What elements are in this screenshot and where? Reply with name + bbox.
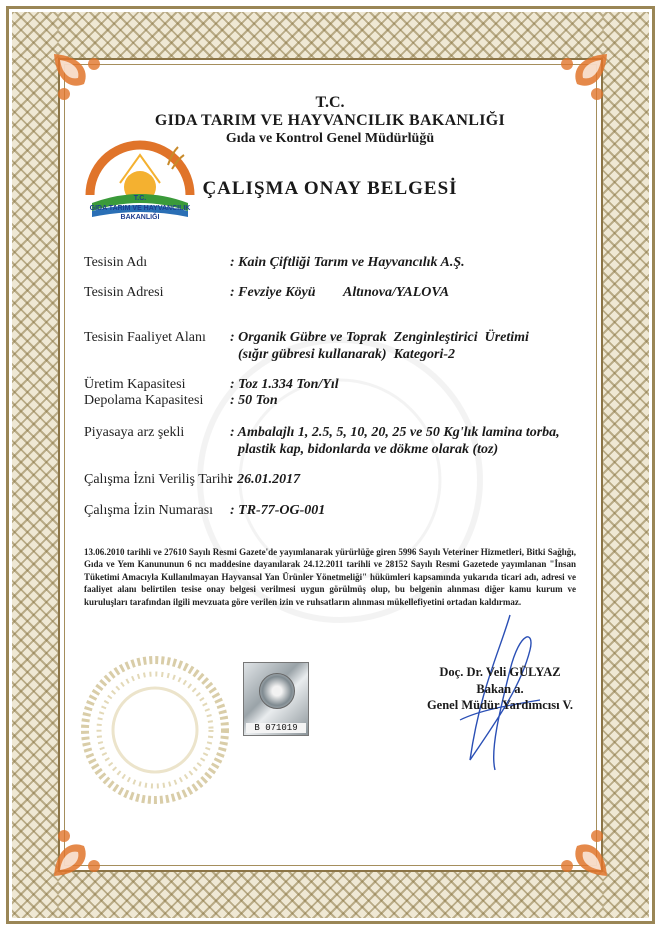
signatory-capacity: Bakan a. (476, 682, 524, 696)
field-label-permit-date: Çalışma İzni Veriliş Tarihi (84, 472, 232, 487)
field-value-facility-name: : Kain Çiftliği Tarım ve Hayvancılık A.Ş. (230, 255, 465, 270)
field-value-production-capacity: : Toz 1.334 Ton/Yıl (230, 377, 339, 392)
field-label-storage-capacity: Depolama Kapasitesi (84, 393, 204, 408)
official-seal-icon (80, 655, 230, 805)
field-value-market-supply-line2: plastik kap, bidonlarda ve dökme olarak (toz) (238, 442, 499, 457)
ministry-name: GIDA TARIM VE HAYVANCILIK BAKANLIĞI (154, 112, 506, 129)
header-tc: T.C. (315, 94, 345, 111)
field-label-permit-number: Çalışma İzin Numarası (84, 503, 214, 518)
legal-basis-text: 13.06.2010 tarihli ve 27610 Sayılı Resmi Gazete'de yayımlanarak yürürlüğe giren 5996 Sayılı Veteriner Hizmetleri, Bitki Sağlığı, Gıda ve Yem Kanununun 6 ncı maddesine dayanılarak 24.12.2011 tarihli ve 28152 Sayılı Resmi Gazetede yayımlanan "İnsan Tüketimi Amacıyla Kullanılmayan Hayvansal Yan Ürünler Yönetmeliği" hükümleri kapsamında yukarıda ticari adı, adresi ve faaliyet alanı belirtilen tesise onay belgesi verilmesi uygun görülmüş olup, bu belgenin alınması diğer kamu kurum ve kuruluşları tarafından ilgili mevzuata göre verilen izin ve ruhsatların alınması mükellefiyetini ortadan kaldırmaz. (84, 547, 576, 607)
field-value-activity-area-line2: (sığır gübresi kullanarak) Kategori-2 (238, 347, 456, 362)
corner-ornament-icon (50, 816, 114, 880)
corner-ornament-icon (547, 50, 611, 114)
hologram-disc-icon (259, 673, 295, 709)
hologram-sticker (243, 662, 309, 736)
field-label-activity-area: Tesisin Faaliyet Alanı (84, 330, 206, 345)
logo-caption-ministry: GIDA TARIM VE HAYVANCILIK (89, 205, 191, 212)
field-value-facility-address: : Fevziye Köyü Altınova/YALOVA (230, 285, 450, 300)
document-title: ÇALIŞMA ONAY BELGESİ (202, 178, 458, 199)
hologram-number: B 071019 (246, 723, 306, 733)
corner-ornament-icon (547, 816, 611, 880)
directorate-name: Gıda ve Kontrol Genel Müdürlüğü (225, 131, 435, 146)
field-value-permit-number: : TR-77-OG-001 (230, 503, 326, 518)
logo-caption-bakanlik: BAKANLIĞI (120, 214, 160, 221)
field-label-production-capacity: Üretim Kapasitesi (84, 377, 186, 392)
signatory-title: Genel Müdür Yardımcısı V. (426, 698, 574, 712)
field-value-market-supply: : Ambalajlı 1, 2.5, 5, 10, 20, 25 ve 50 Kg'lık lamina torba, (230, 425, 560, 440)
field-label-facility-address: Tesisin Adresi (84, 285, 164, 300)
logo-caption-tc: T.C. (133, 195, 147, 202)
field-label-facility-name: Tesisin Adı (84, 255, 148, 270)
field-label-market-supply: Piyasaya arz şekli (84, 425, 185, 440)
signatory-name: Doç. Dr. Veli GÜLYAZ (439, 665, 561, 679)
field-value-activity-area: : Organik Gübre ve Toprak Zenginleştirici Üretimi (230, 330, 529, 345)
corner-ornament-icon (50, 50, 114, 114)
field-value-permit-date: : 26.01.2017 (229, 472, 301, 487)
field-value-storage-capacity: : 50 Ton (230, 393, 278, 408)
